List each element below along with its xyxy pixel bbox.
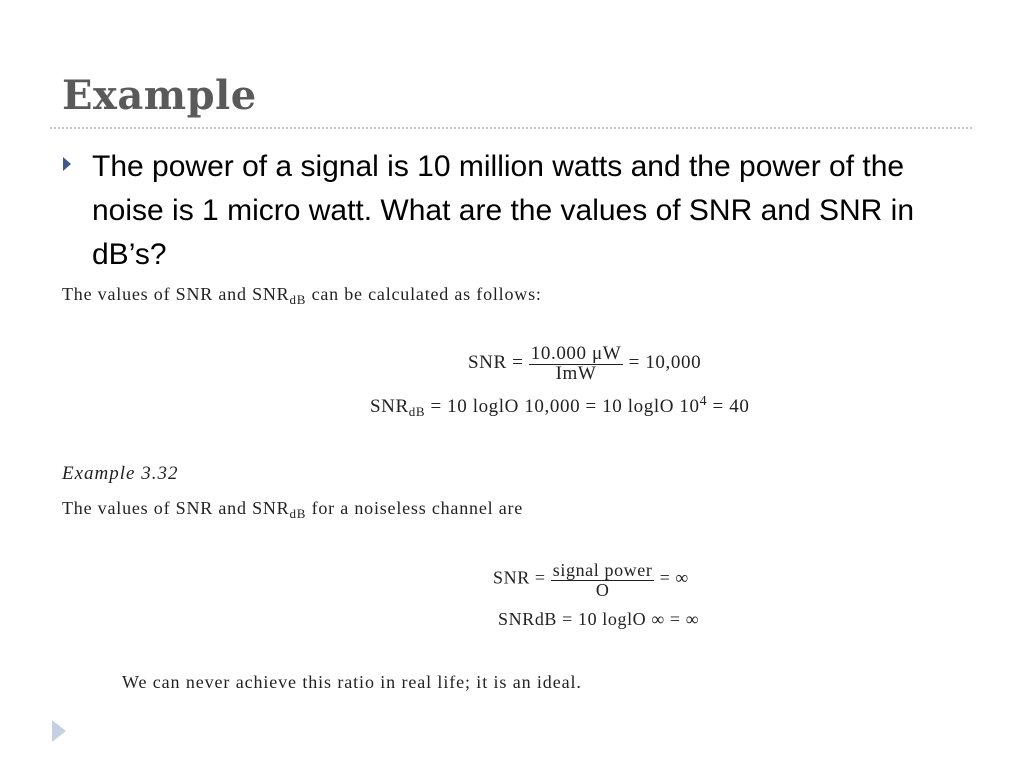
scan1-eq2-post: = 40: [707, 396, 750, 417]
scan2-eq1-left: SNR =: [493, 567, 551, 588]
scan1-eq1-right: = 10,000: [623, 351, 702, 373]
scan2-heading: Example 3.32: [62, 463, 179, 484]
scan2-equation-2: SNRdB = 10 loglO ∞ = ∞: [498, 609, 700, 629]
scan1-eq2-sup: 4: [699, 394, 708, 409]
scan2-intro-sub: dB: [289, 506, 307, 521]
slide-title: Example: [62, 72, 257, 119]
scan2-eq1-fraction: [551, 560, 655, 599]
scan2-eq1-right: = ∞: [654, 567, 689, 588]
scan1-eq1-denominator: ImW: [555, 363, 597, 384]
scan1-eq2-mid: = 10 loglO 10,000 = 10 loglO 10: [425, 396, 700, 417]
scan1-eq1-left: SNR =: [468, 351, 529, 373]
bullet-text: The power of a signal is 10 million watts and the power of the noise is 1 micro watt. What are the values of SNR and SNR in dB’s?: [92, 150, 915, 271]
scan1-intro-post: can be calculated as follows:: [306, 284, 542, 304]
scan1-intro-pre: The values of SNR and SNR: [62, 284, 290, 304]
scan2-note: We can never achieve this ratio in real life; it is an ideal.: [122, 672, 582, 692]
scan1-eq2-sub: dB: [408, 404, 426, 419]
scan2-intro: [62, 498, 523, 522]
scan1-intro: [62, 284, 542, 308]
scan1-eq2-pre: SNR: [370, 396, 409, 417]
scan2-eq1-numerator: signal power: [552, 560, 653, 580]
scan2-intro-pre: The values of SNR and SNR: [62, 498, 290, 518]
scan2-eq1-denominator: O: [595, 580, 610, 600]
scan1-equation-1: [468, 344, 701, 383]
scan1-eq1-fraction: [529, 344, 624, 383]
scan2-intro-post: for a noiseless channel are: [306, 498, 524, 518]
bullet-arrow-icon: [63, 157, 71, 171]
scan1-intro-sub: dB: [289, 292, 307, 307]
title-divider: [50, 127, 972, 129]
scan2-equation-1: [493, 560, 689, 599]
next-slide-arrow-icon[interactable]: [52, 720, 66, 742]
scan1-equation-2: [370, 394, 749, 420]
scan1-eq1-numerator: 10.000 μW: [530, 343, 622, 364]
